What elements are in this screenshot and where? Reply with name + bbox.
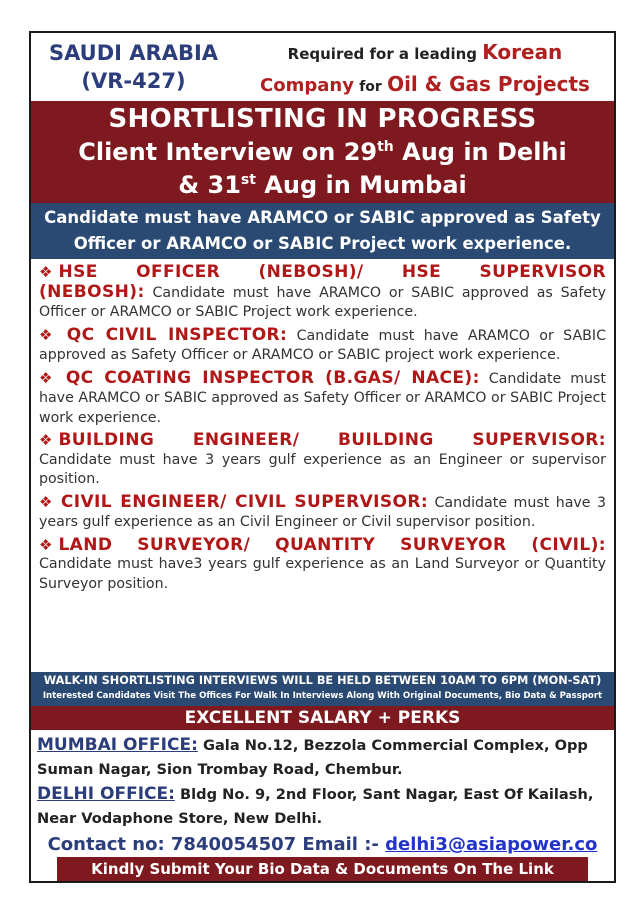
job-title: QC CIVIL INSPECTOR: (66, 324, 288, 345)
delhi-text-b: Aug in Delhi (393, 138, 567, 166)
job-item-hse (39, 263, 606, 323)
requirement-text: Candidate must have ARAMCO or SABIC approved as Safety Officer or ARAMCO or SABIC Project work experience. (44, 208, 601, 253)
req-for: for (359, 79, 382, 95)
job-item-qc-coating (39, 369, 606, 429)
diamond-bullet-icon: ❖ (39, 325, 58, 344)
req-prefix: Required for a leading (287, 45, 478, 63)
country-block (31, 33, 236, 101)
job-title-cont: (NEBOSH): (39, 281, 145, 302)
walkin-hours: WALK-IN SHORTLISTING INTERVIEWS WILL BE HELD BETWEEN 10AM TO 6PM (MON-SAT) (43, 674, 602, 687)
vacancy-ref: (VR-427) (81, 69, 186, 93)
mumbai-interview-line (31, 169, 614, 201)
mumbai-office-label: MUMBAI OFFICE: (37, 735, 198, 755)
office-addresses (37, 733, 608, 831)
diamond-bullet-icon: ❖ (39, 263, 53, 281)
job-title: CIVIL ENGINEER/ CIVIL SUPERVISOR: (60, 491, 429, 512)
requirement-banner (31, 203, 614, 259)
req-company: Company (260, 75, 354, 96)
job-title: HSE OFFICER (NEBOSH)/ HSE SUPERVISOR (58, 262, 606, 282)
job-advertisement (29, 31, 616, 902)
job-desc: Candidate must have3 years gulf experience as an Land Surveyor or Quantity Surveyor position. (39, 556, 606, 592)
job-title: QC COATING INSPECTOR (B.GAS/ NACE): (65, 367, 480, 388)
shortlisting-heading: SHORTLISTING IN PROGRESS (108, 104, 537, 134)
submit-banner: Kindly Submit Your Bio Data & Documents On The Link Provided! (57, 857, 588, 881)
job-item-civil (39, 493, 606, 533)
interview-banner (31, 101, 614, 203)
delhi-interview-line (31, 135, 614, 169)
mumbai-office-address: Gala No.12, Bezzola Commercial Complex, Opp Suman Nagar, Sion Trombay Road, Chembur. (37, 737, 588, 778)
delhi-office (37, 782, 608, 831)
contact-label: Contact no: 7840054507 Email :- (47, 834, 379, 855)
email-link[interactable]: delhi3@asiapower.co (385, 834, 598, 855)
walkin-banner (31, 672, 614, 706)
salary-banner: EXCELLENT SALARY + PERKS (31, 706, 614, 730)
job-item-building (39, 431, 606, 490)
diamond-bullet-icon: ❖ (39, 535, 53, 554)
mumbai-office (37, 733, 608, 782)
job-list (31, 259, 614, 594)
diamond-bullet-icon: ❖ (39, 431, 53, 449)
diamond-bullet-icon: ❖ (39, 492, 55, 511)
job-desc: Candidate must have 3 years gulf experience as an Engineer or supervisor position. (39, 451, 606, 487)
walkin-instructions: Interested Candidates Visit The Offices For Walk In Interviews Along With Original Documents, Bio Data & Passport (42, 691, 603, 701)
country-name: SAUDI ARABIA (48, 41, 219, 65)
job-item-surveyor (39, 536, 606, 595)
job-item-qc-civil (39, 326, 606, 366)
mumbai-sup: st (240, 172, 256, 188)
contact-line (31, 833, 614, 857)
header-row (31, 33, 614, 101)
job-title: LAND SURVEYOR/ QUANTITY SURVEYOR (CIVIL): (58, 534, 606, 555)
company-requirement (236, 33, 614, 101)
job-desc: Candidate must have ARAMCO or SABIC approved as Safety Officer or ARAMCO or SABIC Project work experience. (39, 370, 606, 426)
job-title: BUILDING ENGINEER/ BUILDING SUPERVISOR: (58, 430, 606, 450)
mumbai-text-b: Aug in Mumbai (255, 171, 467, 199)
req-sector: Oil & Gas Projects (387, 72, 590, 96)
job-desc: Candidate must have 3 years gulf experience as an Civil Engineer or Civil supervisor position. (39, 494, 607, 530)
delhi-office-label: DELHI OFFICE: (37, 784, 175, 804)
mumbai-text-a: & 31 (178, 171, 241, 199)
diamond-bullet-icon: ❖ (39, 368, 57, 387)
req-korean: Korean (482, 40, 563, 64)
delhi-office-address: Bldg No. 9, 2nd Floor, Sant Nagar, East Of Kailash, Near Vodaphone Store, New Delhi. (37, 786, 594, 827)
job-desc: Candidate must have ARAMCO or SABIC approved as Safety Officer or ARAMCO or SABIC Project work experience. (39, 284, 606, 320)
job-desc: Candidate must have ARAMCO or SABIC approved as Safety Officer or ARAMCO or SABIC project work experience. (39, 327, 606, 363)
delhi-text-a: Client Interview on 29 (78, 138, 378, 166)
delhi-sup: th (377, 139, 394, 155)
